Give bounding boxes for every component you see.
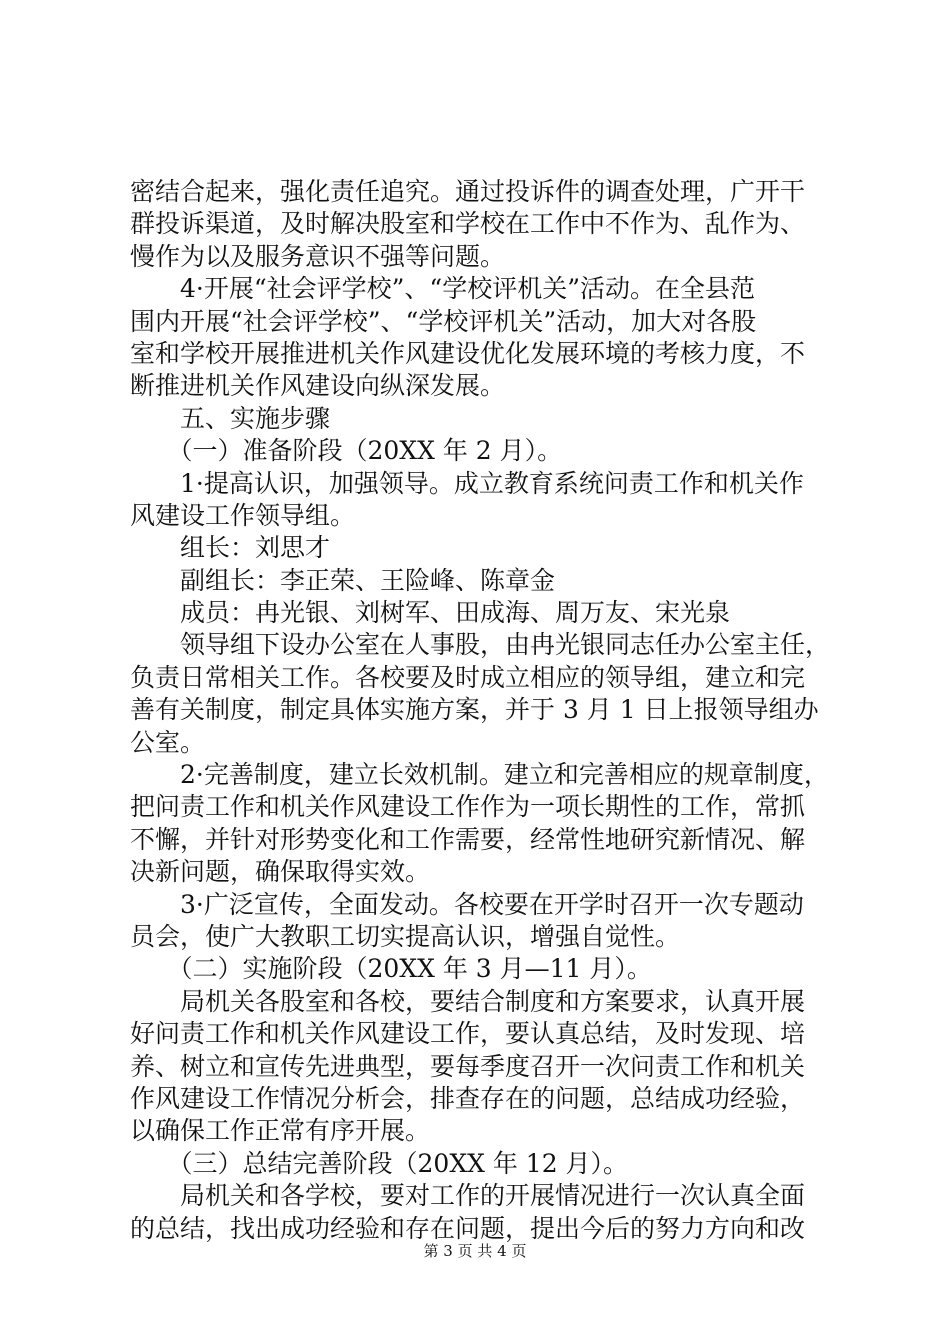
text-line: （一）准备阶段（20XX 年 2 月）。 <box>130 436 563 466</box>
text-line: （三）总结完善阶段（20XX 年 12 月）。 <box>130 1148 629 1178</box>
text-line: 把问责工作和机关作风建设工作作为一项长期性的工作，常抓 <box>130 792 806 822</box>
text-line: （二）实施阶段（20XX 年 3 月—11 月）。 <box>130 954 652 984</box>
text-line: 成员：冉光银、刘树军、田成海、周万友、宋光泉 <box>130 598 731 628</box>
text-line: 3·广泛宣传，全面发动。各校要在开学时召开一次专题动 <box>130 889 804 919</box>
text-line: 善有关制度，制定具体实施方案，并于 3 月 1 日上报领导组办 <box>130 695 819 725</box>
text-line: 决新问题，确保取得实效。 <box>130 857 431 887</box>
text-line: 作风建设工作情况分析会，排查存在的问题，总结成功经验， <box>130 1083 806 1113</box>
text-line: 局机关各股室和各校，要结合制度和方案要求，认真开展 <box>130 986 806 1016</box>
text-line: 负责日常相关工作。各校要及时成立相应的领导组，建立和完 <box>130 662 806 692</box>
text-line: 慢作为以及服务意识不强等问题。 <box>130 241 506 271</box>
text-line: 室和学校开展推进机关作风建设优化发展环境的考核力度，不 <box>130 338 806 368</box>
text-line: 断推进机关作风建设向纵深发展。 <box>130 371 506 401</box>
text-line: 领导组下设办公室在人事股，由冉光银同志任办公室主任， <box>130 630 831 660</box>
text-line: 五、实施步骤 <box>130 403 331 433</box>
document-body <box>130 176 830 1245</box>
text-line: 2·完善制度，建立长效机制。建立和完善相应的规章制度， <box>130 760 829 790</box>
page-footer: 第 3 页 共 4 页 <box>423 1242 527 1260</box>
text-line: 员会，使广大教职工切实提高认识，增强自觉性。 <box>130 921 681 951</box>
text-line: 围内开展“社会评学校”、“学校评机关”活动，加大对各股 <box>130 306 757 336</box>
text-line: 群投诉渠道，及时解决股室和学校在工作中不作为、乱作为、 <box>130 209 806 239</box>
text-line: 养、树立和宣传先进典型，要每季度召开一次问责工作和机关 <box>130 1051 806 1081</box>
text-line: 组长：刘思才 <box>130 533 331 563</box>
text-line: 1·提高认识，加强领导。成立教育系统问责工作和机关作 <box>130 468 804 498</box>
text-line: 风建设工作领导组。 <box>130 500 356 530</box>
text-line: 的总结，找出成功经验和存在问题，提出今后的努力方向和改 <box>130 1213 806 1243</box>
text-line: 4·开展“社会评学校”、“学校评机关”活动。在全县范 <box>130 274 755 304</box>
text-line: 以确保工作正常有序开展。 <box>130 1116 431 1146</box>
text-line: 公室。 <box>130 727 206 757</box>
text-line: 局机关和各学校，要对工作的开展情况进行一次认真全面 <box>130 1181 806 1211</box>
text-line: 密结合起来，强化责任追究。通过投诉件的调查处理，广开干 <box>130 177 806 206</box>
text-line: 不懈，并针对形势变化和工作需要，经常性地研究新情况、解 <box>130 824 806 854</box>
text-line: 好问责工作和机关作风建设工作，要认真总结，及时发现、培 <box>130 1019 806 1049</box>
text-line: 副组长：李正荣、王险峰、陈章金 <box>130 565 556 595</box>
